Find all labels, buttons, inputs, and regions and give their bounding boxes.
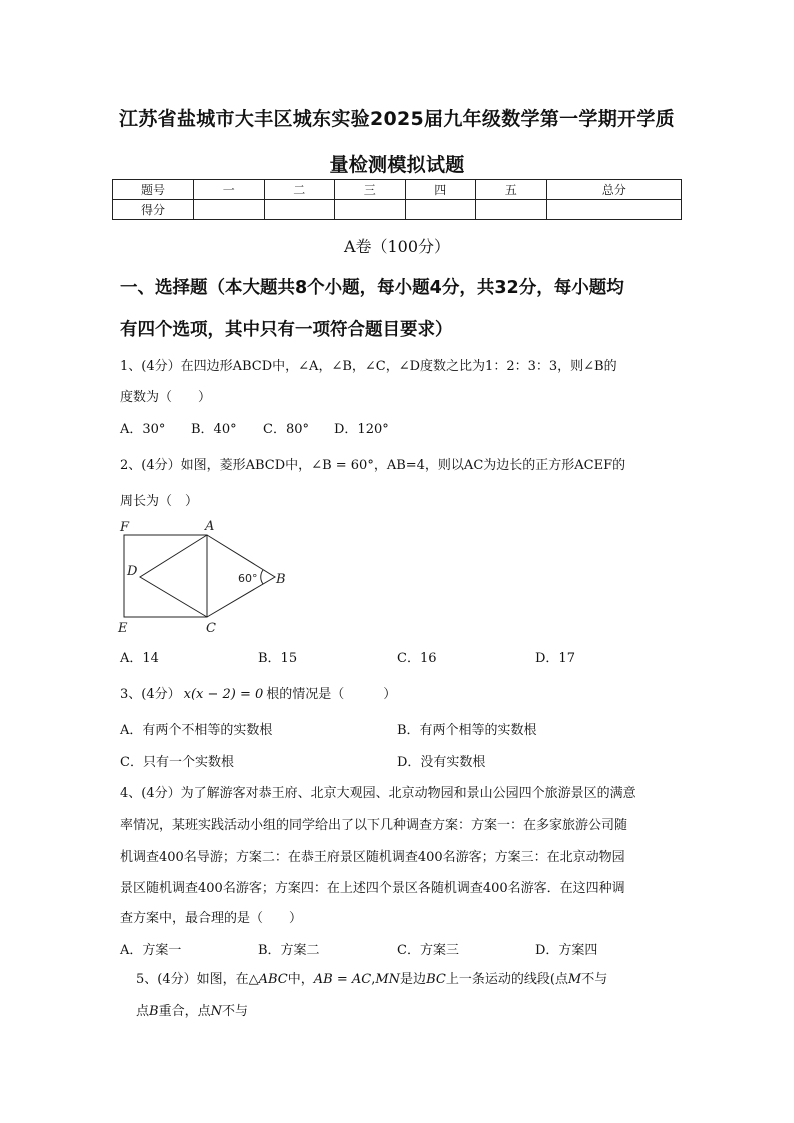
title-line-1: 江苏省盐城市大丰区城东实验2025届九年级数学第一学期开学质 — [119, 108, 675, 130]
score-cell — [405, 200, 476, 220]
q3-equation: x(x − 2) = 0 — [183, 687, 264, 702]
q3-line — [120, 683, 396, 702]
score-header-cell: 五 — [476, 180, 547, 200]
q4-line-4: 景区随机调查400名游客；方案四：在上述四个景区各随机调查400名游客．在这四种调 — [120, 881, 625, 896]
label-b: B — [276, 572, 286, 587]
q5-seg3: , — [371, 972, 376, 987]
label-d: D — [127, 564, 138, 579]
q5-m: M — [567, 972, 582, 987]
q2-line-1 — [120, 454, 625, 473]
score-header-cell: 题号 — [113, 180, 194, 200]
label-f: F — [120, 520, 130, 535]
q5-b: B — [149, 1004, 159, 1019]
q3-option-a: A．有两个不相等的实数根 — [120, 723, 273, 738]
q1-option-b: B．40° — [191, 422, 237, 437]
label-e: E — [118, 621, 128, 636]
score-cell — [194, 200, 265, 220]
q3-suffix: 根的情况是（ ） — [266, 687, 397, 702]
q4-option-c: C．方案三 — [397, 943, 459, 958]
q3-option-d: D．没有实数根 — [397, 755, 486, 770]
score-header-cell: 四 — [405, 180, 476, 200]
label-c: C — [206, 621, 216, 636]
q5-n: N — [210, 1004, 222, 1019]
q5-seg1: 5、(4分）如图，在 — [136, 972, 249, 987]
q1-option-a: A．30° — [120, 422, 166, 437]
q1-option-c: C．80° — [263, 422, 309, 437]
section-a-heading: A卷（100分） — [343, 237, 451, 256]
q5-l2-seg3: 不与 — [221, 1004, 248, 1019]
score-table-header-row — [113, 180, 682, 200]
label-angle-60: 60° — [238, 572, 258, 585]
q4-line-2: 率情况，某班实践活动小组的同学给出了以下几种调查方案：方案一：在多家旅游公司随 — [120, 818, 628, 833]
q4-line-3: 机调查400名导游；方案二：在恭王府景区随机调查400名游客；方案三：在北京动物园 — [120, 850, 625, 865]
q4-line-1: 4、(4分）为了解游客对恭王府、北京大观园、北京动物园和景山公园四个旅游景区的满意 — [120, 786, 636, 801]
q4-option-b: B．方案二 — [258, 943, 320, 958]
q2-line-1-pre: 2、(4分）如图，菱形ABCD中， — [120, 458, 312, 473]
score-row-label: 得分 — [113, 200, 194, 220]
q5-ab-eq-ac: AB = AC — [313, 972, 372, 987]
section-1-heading-line-2: 有四个选项，其中只有一项符合题目要求） — [120, 320, 453, 340]
q3-prefix: 3、(4分） — [120, 687, 181, 702]
q5-line-2 — [136, 1000, 248, 1019]
q5-l2-seg2: 重合，点 — [158, 1004, 211, 1019]
q2-angle-math: ∠B = 60° — [311, 458, 374, 473]
q3-option-c: C．只有一个实数根 — [120, 755, 234, 770]
score-cell — [264, 200, 335, 220]
q1-line-2: 度数为（ ） — [120, 390, 212, 405]
section-1-heading-line-1: 一、选择题（本大题共8个小题，每小题4分，共32分，每小题均 — [120, 278, 624, 298]
q2-line-2: 周长为（ ） — [120, 494, 199, 509]
q5-seg2: 中， — [287, 972, 314, 987]
q2-figure — [112, 514, 292, 638]
title-line-2: 量检测模拟试题 — [329, 154, 465, 176]
score-cell — [546, 200, 682, 220]
q2-option-c: C．16 — [397, 651, 437, 666]
q4-option-a: A．方案一 — [120, 943, 182, 958]
score-table — [112, 179, 682, 220]
q5-seg4: 是边 — [400, 972, 427, 987]
score-header-cell: 二 — [264, 180, 335, 200]
q1-option-d: D．120° — [334, 422, 389, 437]
q2-option-d: D．17 — [535, 651, 575, 666]
q5-seg6: 不与 — [581, 972, 608, 987]
q2-line-1-post: ，AB=4，则以AC为边长的正方形ACEF的 — [373, 458, 626, 473]
q1-line-1: 1、(4分）在四边形ABCD中，∠A，∠B，∠C，∠D度数之比为1：2：3：3，则∠B的 — [120, 359, 617, 374]
score-table-score-row — [113, 200, 682, 220]
score-header-cell: 总分 — [546, 180, 682, 200]
q2-option-b: B．15 — [258, 651, 298, 666]
q5-bc: BC — [426, 972, 446, 987]
q5-seg5: 上一条运动的线段(点 — [445, 972, 568, 987]
q2-option-a: A．14 — [120, 651, 159, 666]
score-header-cell: 三 — [335, 180, 406, 200]
q5-l2-seg1: 点 — [136, 1004, 150, 1019]
score-cell — [335, 200, 406, 220]
q5-mn: MN — [375, 972, 401, 987]
q4-option-d: D．方案四 — [535, 943, 598, 958]
q5-line-1 — [136, 968, 607, 987]
q4-line-5: 查方案中，最合理的是（ ） — [120, 911, 303, 926]
label-a: A — [205, 519, 215, 534]
rhombus-side-ad-dc — [140, 535, 207, 617]
q3-option-b: B．有两个相等的实数根 — [397, 723, 537, 738]
score-header-cell: 一 — [194, 180, 265, 200]
score-cell — [476, 200, 547, 220]
angle-b-arc — [261, 570, 263, 584]
q5-triangle: △ABC — [248, 972, 288, 987]
